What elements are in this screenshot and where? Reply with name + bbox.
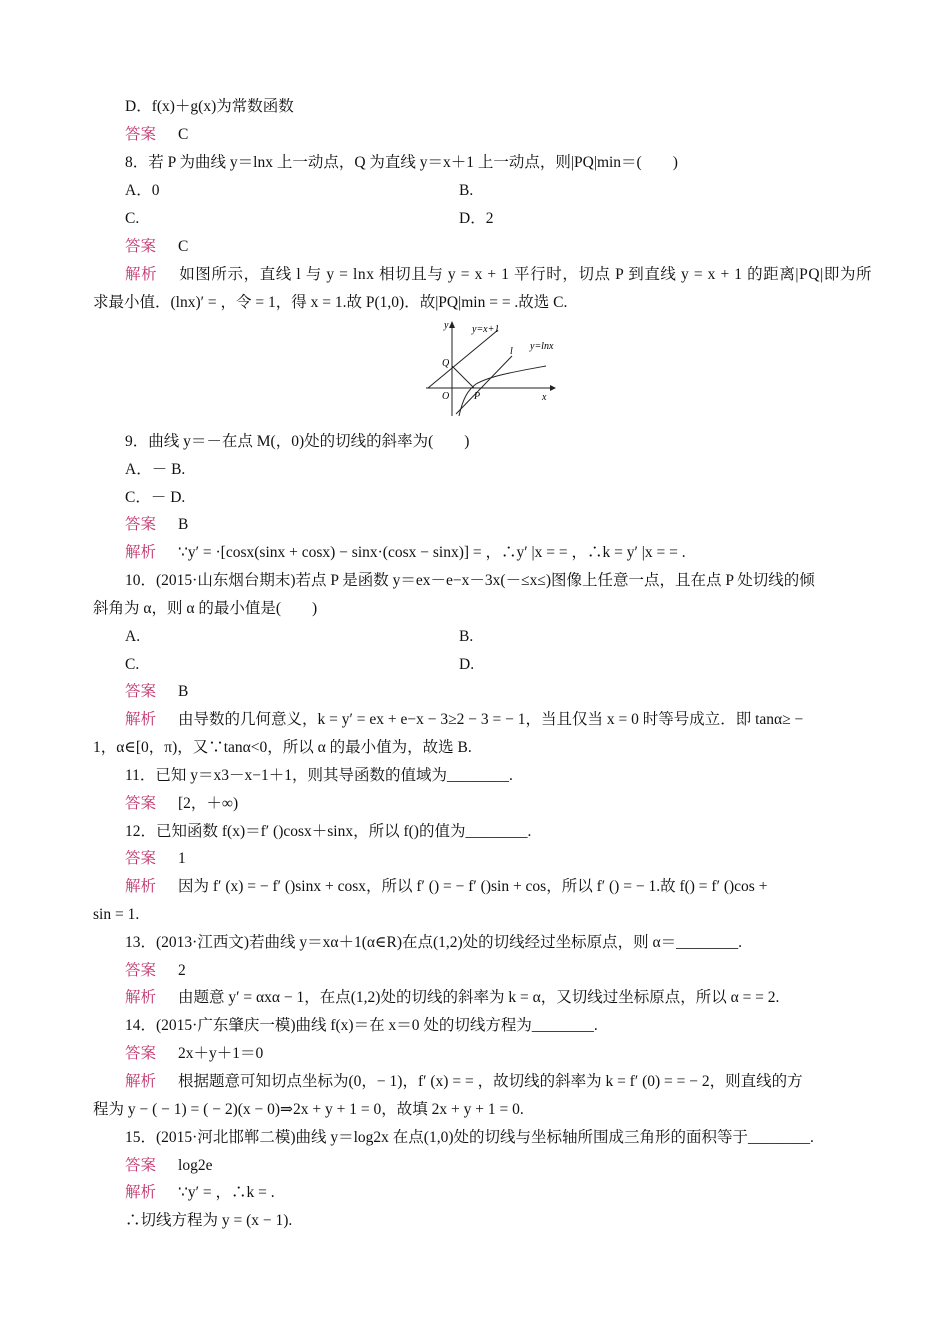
- answer-row: [0, 513, 950, 537]
- label-p: P: [474, 391, 481, 402]
- explanation-row: [0, 875, 950, 899]
- answer-value: B: [178, 683, 189, 700]
- answer-value: 2: [178, 962, 186, 979]
- text: D．f(x)＋g(x)为常数函数: [125, 98, 294, 115]
- options-row: [0, 486, 950, 510]
- options-cd: C．－ D.: [125, 489, 186, 506]
- question-8: [0, 151, 950, 175]
- text: 1，α∈[0，π)，又∵tanα<0，所以 α 的最小值为，故选 B.: [93, 739, 472, 756]
- question-10-cont: [0, 597, 950, 621]
- explanation-row: [0, 986, 950, 1010]
- explanation-row: [0, 1070, 950, 1094]
- answer-label: 答案: [125, 1157, 157, 1174]
- options-ab: A．－ B.: [125, 461, 186, 478]
- explanation-cont: [0, 1098, 950, 1122]
- label-y: y: [444, 320, 449, 331]
- explanation-cont: [0, 291, 950, 315]
- explanation-text: 因为 f′ (x) = − f′ ()sinx + cosx，所以 f′ () = − f′ ()sin + cos，所以 f′ () = − 1.故 f() = f′ ()cos +: [178, 878, 768, 895]
- question-15: [0, 1126, 950, 1150]
- answer-label: 答案: [125, 962, 157, 979]
- explanation-cont: [0, 1209, 950, 1233]
- explanation-row: [0, 541, 950, 565]
- explanation-label: 解析: [125, 266, 158, 283]
- text: 程为 y − ( − 1) = ( − 2)(x − 0)⇒2x + y + 1 = 0，故填 2x + y + 1 = 0.: [93, 1101, 524, 1118]
- label-l: l: [510, 346, 513, 357]
- question-text: 9．曲线 y＝－在点 M(，0)处的切线的斜率为( ): [125, 433, 470, 450]
- option-b: B.: [459, 628, 474, 645]
- explanation-text: ∵y′ = ，∴k = .: [178, 1184, 275, 1201]
- option-d: D．2: [459, 210, 494, 227]
- answer-value: 1: [178, 850, 186, 867]
- label-lnx: y=lnx: [530, 341, 554, 352]
- option-c: C.: [125, 210, 140, 227]
- tangent-figure: [418, 316, 558, 418]
- options-row: [0, 458, 950, 482]
- option-d: [0, 95, 950, 119]
- explanation-label: 解析: [125, 1184, 157, 1201]
- answer-row: [0, 235, 950, 259]
- answer-value: C: [178, 126, 189, 143]
- explanation-text: 如图所示，直线 l 与 y = lnx 相切且与 y = x + 1 平行时，切点 P 到直线 y = x + 1 的距离|PQ|即为所: [179, 266, 873, 283]
- answer-value: [2，＋∞): [178, 795, 239, 812]
- explanation-row: [0, 1181, 950, 1205]
- answer-row: [0, 123, 950, 147]
- text: ∴切线方程为 y = (x − 1).: [125, 1212, 293, 1229]
- label-q: Q: [442, 358, 450, 369]
- question-text: 11．已知 y＝x3－x−1＋1，则其导函数的值域为________.: [125, 767, 513, 784]
- answer-row: [0, 847, 950, 871]
- answer-value: log2e: [178, 1157, 213, 1174]
- option-a: A．0: [125, 182, 160, 199]
- answer-row: [0, 792, 950, 816]
- text: 求最小值．(lnx)′ = ，令 = 1，得 x = 1.故 P(1,0)．故|PQ|min = = .故选 C.: [93, 294, 568, 311]
- answer-label: 答案: [125, 126, 157, 143]
- answer-value: B: [178, 516, 189, 533]
- answer-label: 答案: [125, 850, 157, 867]
- explanation-row: [0, 263, 950, 287]
- option-d: D.: [459, 656, 475, 673]
- answer-row: [0, 680, 950, 704]
- question-11: [0, 764, 950, 788]
- options-row: [0, 625, 950, 649]
- explanation-cont: [0, 903, 950, 927]
- explanation-text: 由题意 y′ = αxα − 1，在点(1,2)处的切线的斜率为 k = α，又切线过坐标原点，所以 α = = 2.: [178, 989, 780, 1006]
- explanation-label: 解析: [125, 1073, 157, 1090]
- explanation-label: 解析: [125, 544, 157, 561]
- question-10: [0, 569, 950, 593]
- options-row: [0, 179, 950, 203]
- explanation-label: 解析: [125, 878, 157, 895]
- answer-row: [0, 959, 950, 983]
- explanation-text: ∵y′ = ·[cosx(sinx + cosx) − sinx·(cosx − sinx)] = ，∴y′ |x = = ，∴k = y′ |x = = .: [178, 544, 686, 561]
- text: sin = 1.: [93, 906, 140, 923]
- answer-label: 答案: [125, 683, 157, 700]
- label-x: x: [542, 392, 547, 403]
- answer-label: 答案: [125, 238, 157, 255]
- explanation-row: [0, 708, 950, 732]
- option-a: A.: [125, 628, 141, 645]
- answer-label: 答案: [125, 516, 157, 533]
- explanation-label: 解析: [125, 711, 157, 728]
- question-text: 13．(2013·江西文)若曲线 y＝xα＋1(α∈R)在点(1,2)处的切线经过坐标原点，则 α＝________.: [125, 934, 743, 951]
- options-row: [0, 653, 950, 677]
- question-13: [0, 931, 950, 955]
- question-text: 12．已知函数 f(x)＝f′ ()cosx＋sinx，所以 f()的值为________.: [125, 823, 532, 840]
- label-o: O: [442, 391, 450, 402]
- question-text: 8．若 P 为曲线 y＝lnx 上一动点，Q 为直线 y＝x＋1 上一动点，则|PQ|min＝( ): [125, 154, 678, 171]
- question-text: 10．(2015·山东烟台期末)若点 P 是函数 y＝ex－e−x－3x(－≤x≤)图像上任意一点，且在点 P 处切线的倾: [125, 572, 815, 589]
- explanation-text: 根据题意可知切点坐标为(0，− 1)，f′ (x) = = ，故切线的斜率为 k = f′ (0) = = − 2，则直线的方: [178, 1073, 803, 1090]
- explanation-label: 解析: [125, 989, 157, 1006]
- question-text: 15．(2015·河北邯郸二模)曲线 y＝log2x 在点(1,0)处的切线与坐标轴所围成三角形的面积等于________.: [125, 1129, 814, 1146]
- question-text: 14．(2015·广东肇庆一模)曲线 f(x)＝在 x＝0 处的切线方程为________.: [125, 1017, 598, 1034]
- answer-label: 答案: [125, 795, 157, 812]
- question-9: [0, 430, 950, 454]
- option-b: B.: [459, 182, 474, 199]
- option-c: C.: [125, 656, 140, 673]
- question-12: [0, 820, 950, 844]
- answer-row: [0, 1042, 950, 1066]
- options-row: [0, 207, 950, 231]
- explanation-cont: [0, 736, 950, 760]
- label-line-y-x-1: y=x+1: [472, 324, 500, 335]
- answer-row: [0, 1154, 950, 1178]
- answer-value: C: [178, 238, 189, 255]
- answer-label: 答案: [125, 1045, 157, 1062]
- question-14: [0, 1014, 950, 1038]
- answer-value: 2x＋y＋1＝0: [178, 1045, 264, 1062]
- text: 斜角为 α，则 α 的最小值是( ): [93, 600, 318, 617]
- explanation-text: 由导数的几何意义，k = y′ = ex + e−x − 3≥2 − 3 = − 1，当且仅当 x = 0 时等号成立．即 tanα≥ −: [178, 711, 804, 728]
